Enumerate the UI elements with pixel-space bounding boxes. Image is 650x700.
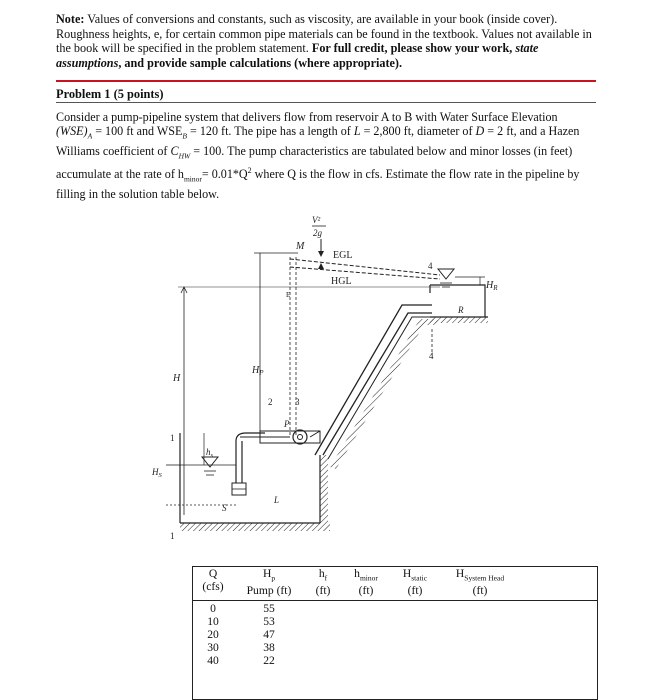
header-hminor: $h_{minor}$ (ft) (354, 567, 378, 598)
section-2: 2 (268, 397, 273, 407)
table-header-row (192, 566, 520, 598)
cell-hf[interactable] (304, 615, 342, 628)
cell-hstatic[interactable] (390, 615, 440, 628)
cell-hsystem[interactable] (440, 602, 520, 615)
cell-hf[interactable] (304, 628, 342, 641)
p-label: P (284, 419, 290, 429)
cell-q: 30 (207, 641, 219, 655)
cell-hp: 22 (263, 654, 275, 668)
cell-hminor[interactable] (342, 615, 390, 628)
v2-label: V² (312, 215, 321, 225)
section-4-top: 4 (428, 261, 433, 271)
table-row (192, 602, 520, 615)
section-3: 3 (295, 397, 300, 407)
e-label: E (286, 291, 291, 299)
cell-hf[interactable] (304, 654, 342, 667)
cell-hstatic[interactable] (390, 628, 440, 641)
cell-hf[interactable] (304, 641, 342, 654)
cell-hp: 53 (263, 615, 275, 629)
cell-hp: 38 (263, 641, 275, 655)
header-hf: $h_f$ (ft) (315, 567, 331, 598)
red-divider (56, 80, 596, 82)
section-1a: 1 (170, 433, 175, 443)
problem-title: Problem 1 (5 points) (56, 87, 164, 101)
pump-pipeline-diagram (140, 205, 520, 555)
note-credit: For full credit, please show your work, (311, 41, 513, 56)
header-q: Q (cfs) (202, 567, 224, 593)
header-hp: $H_p$ Pump (ft) (246, 567, 292, 598)
m-label: M (296, 241, 305, 252)
cell-hminor[interactable] (342, 602, 390, 615)
table-row (192, 628, 520, 641)
cell-q: 10 (207, 615, 219, 629)
h-label: H (173, 373, 181, 384)
s-label: S (222, 503, 227, 513)
note-assumptions: state assumptions (56, 41, 539, 70)
cell-hsystem[interactable] (440, 654, 520, 667)
cell-q: 40 (207, 654, 219, 668)
cell-hsystem[interactable] (440, 641, 520, 654)
table-row (192, 654, 520, 667)
problem-statement: Consider a pump-pipeline system that delivers flow from reservoir A to B with Water Surface Elevation $(WSE)_A = 100$ ft and $WSE_B = 120$ ft. The pipe has a length of L = 2,800 ft, diameter of D = 2 ft, and a Hazen Williams coefficient of $C_{HW} = 100$. The pump characteristics are tabulated below and minor losses (in feet) accumulate at the rate of $h_{minor}= 0.01*Q^2$ where Q is the flow in cfs. Estimate the flow rate in the pipeline by filling in the solution table below. (56, 110, 580, 201)
cell-hsystem[interactable] (440, 615, 520, 628)
table-row (192, 641, 520, 654)
hr-label: $H_R$ (486, 280, 498, 292)
header-hsystem: $H_{System Head}$ (ft) (455, 567, 505, 598)
cell-hp: 55 (263, 602, 275, 616)
cell-q: 20 (207, 628, 219, 642)
header-hstatic: $H_{static}$ (ft) (402, 567, 428, 598)
hs-label: $h_s$ (206, 447, 214, 459)
cell-hf[interactable] (304, 602, 342, 615)
cell-hstatic[interactable] (390, 654, 440, 667)
2g-label: 2g (313, 228, 322, 238)
table-row (192, 615, 520, 628)
hs-big-label: $H_S$ (152, 467, 162, 479)
cell-hp: 47 (263, 628, 275, 642)
hgl-label: HGL (331, 276, 352, 287)
note-credit-end: , and provide sample calculations (where appropriate). (118, 55, 403, 70)
cell-hstatic[interactable] (390, 641, 440, 654)
gray-divider (56, 102, 596, 103)
l-label: L (274, 495, 280, 505)
note-paragraph (56, 12, 604, 70)
cell-hminor[interactable] (342, 628, 390, 641)
cell-hstatic[interactable] (390, 602, 440, 615)
section-1b: 1 (170, 531, 175, 541)
section-4-bot: 4 (429, 351, 434, 361)
cell-hminor[interactable] (342, 641, 390, 654)
egl-label: EGL (333, 250, 353, 261)
note-text: Values of conversions and constants, such as viscosity, are available in your book (inside cover). Roughness heights, e, for certain common pipe materials can be found in the textbook. Values not available in the book will be specified in the problem statement. (56, 12, 592, 56)
cell-hminor[interactable] (342, 654, 390, 667)
solution-table (192, 566, 520, 667)
cell-hsystem[interactable] (440, 628, 520, 641)
cell-q: 0 (210, 602, 216, 616)
note-label: Note: (56, 12, 85, 26)
hp-label: $H_P$ (252, 365, 264, 377)
r-label: R (458, 305, 464, 315)
